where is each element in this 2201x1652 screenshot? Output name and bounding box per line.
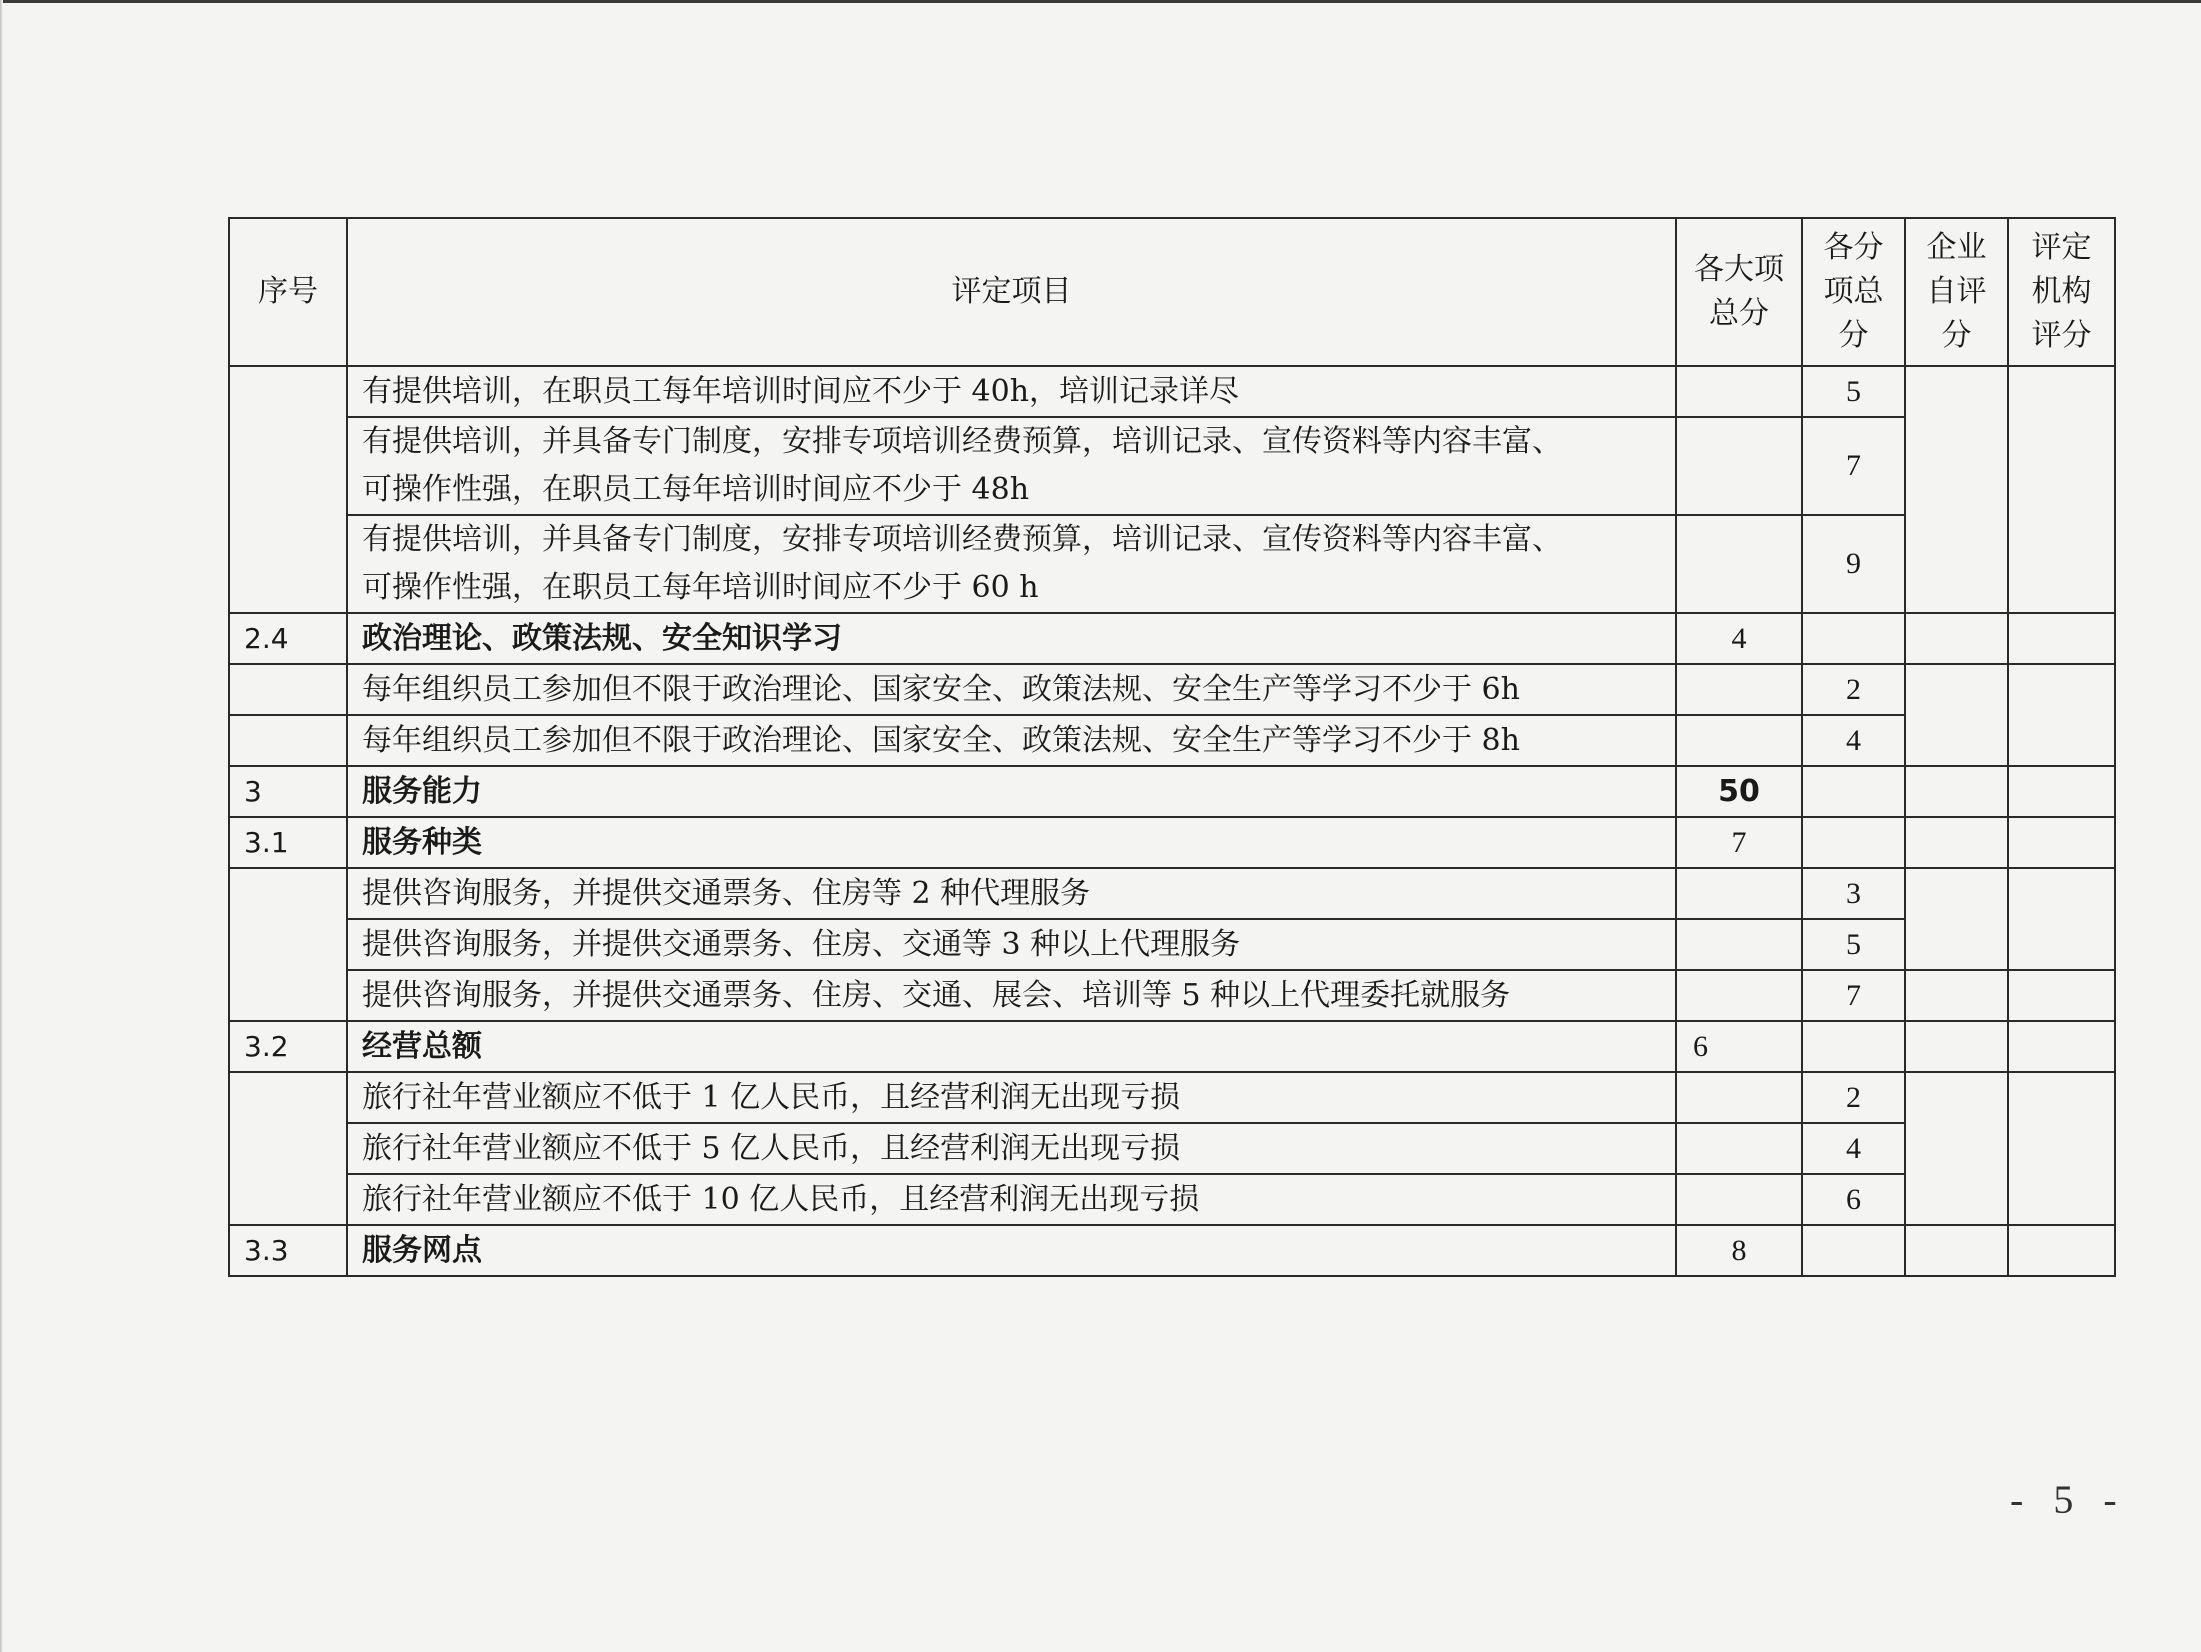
major-score-cell [1676,868,1802,919]
table-row [229,1225,2115,1276]
seq-cell [229,664,347,715]
header-self-score-line: 企业 [1926,230,1987,265]
item-cell: 提供咨询服务，并提供交通票务、住房、交通、展会、培训等 5 种以上代理委托就服务 [347,970,1676,1021]
header-sub-score-line: 项总 [1823,274,1884,309]
item-line: 可操作性强，在职员工每年培训时间应不少于 60 h [362,570,1039,605]
table-header-row [229,218,2115,366]
page-top-edge [0,0,2201,3]
item-cell [347,515,1676,613]
org-score-cell[interactable] [2008,664,2115,766]
seq-cell [229,868,347,1021]
seq-cell: 3 [229,766,347,817]
major-score-cell: 50 [1676,766,1802,817]
sub-score-cell: 5 [1802,919,1905,970]
sub-score-cell: 4 [1802,1123,1905,1174]
major-score-cell: 6 [1676,1021,1802,1072]
sub-score-cell: 9 [1802,515,1905,613]
page-left-edge [0,0,3,1652]
major-score-cell: 8 [1676,1225,1802,1276]
header-org-score-line: 评分 [2031,318,2092,353]
table-row [229,366,2115,417]
sub-score-cell: 2 [1802,1072,1905,1123]
org-score-cell[interactable] [2008,766,2115,817]
major-score-cell [1676,366,1802,417]
major-score-cell: 7 [1676,817,1802,868]
major-score-cell [1676,970,1802,1021]
seq-cell: 3.2 [229,1021,347,1072]
header-major-score-line: 总分 [1709,296,1769,331]
seq-cell: 3.3 [229,1225,347,1276]
major-score-cell [1676,664,1802,715]
seq-cell [229,1072,347,1225]
item-cell: 旅行社年营业额应不低于 1 亿人民币，且经营利润无出现亏损 [347,1072,1676,1123]
self-score-cell[interactable] [1905,613,2008,664]
item-cell: 政治理论、政策法规、安全知识学习 [347,613,1676,664]
sub-score-cell: 5 [1802,366,1905,417]
org-score-cell[interactable] [2008,1021,2115,1072]
item-cell: 旅行社年营业额应不低于 5 亿人民币，且经营利润无出现亏损 [347,1123,1676,1174]
header-major-score [1676,218,1802,366]
table-row [229,1072,2115,1123]
seq-cell [229,715,347,766]
item-line: 有提供培训，在职员工每年培训时间应不少于 40h，培训记录详尽 [362,373,1240,409]
item-cell: 经营总额 [347,1021,1676,1072]
table-row [229,664,2115,715]
table-row [229,1123,2115,1174]
org-score-cell[interactable] [2008,868,2115,970]
item-cell: 每年组织员工参加但不限于政治理论、国家安全、政策法规、安全生产等学习不少于 6h [347,664,1676,715]
header-org-score-line: 机构 [2031,274,2092,309]
header-sub-score [1802,218,1905,366]
header-seq: 序号 [229,218,347,366]
item-cell: 服务种类 [347,817,1676,868]
header-sub-score-line: 分 [1838,318,1869,353]
table-row [229,970,2115,1021]
major-score-cell [1676,919,1802,970]
table-row [229,417,2115,515]
seq-cell: 3.1 [229,817,347,868]
sub-score-cell: 3 [1802,868,1905,919]
sub-score-cell: 2 [1802,664,1905,715]
page-number: - 5 - [2010,1477,2127,1522]
org-score-cell[interactable] [2008,366,2115,613]
self-score-cell[interactable] [1905,664,2008,766]
table-row [229,817,2115,868]
table-row [229,715,2115,766]
major-score-cell [1676,1123,1802,1174]
header-self-score-line: 自评 [1926,274,1987,309]
sub-score-cell: 6 [1802,1174,1905,1225]
table-row [229,868,2115,919]
scoring-table [228,217,2116,1277]
self-score-cell[interactable] [1905,1021,2008,1072]
seq-cell: 2.4 [229,613,347,664]
self-score-cell[interactable] [1905,970,2008,1021]
sub-score-cell: 4 [1802,715,1905,766]
item-cell: 提供咨询服务，并提供交通票务、住房等 2 种代理服务 [347,868,1676,919]
header-major-score-line: 各大项 [1694,252,1784,287]
org-score-cell[interactable] [2008,817,2115,868]
header-sub-score-line: 各分 [1823,230,1884,265]
org-score-cell[interactable] [2008,1072,2115,1225]
table-row [229,1021,2115,1072]
org-score-cell[interactable] [2008,970,2115,1021]
seq-cell [229,366,347,613]
table-row [229,613,2115,664]
item-cell: 提供咨询服务，并提供交通票务、住房、交通等 3 种以上代理服务 [347,919,1676,970]
item-cell [347,417,1676,515]
header-self-score-line: 分 [1941,318,1972,353]
item-line: 可操作性强，在职员工每年培训时间应不少于 48h [362,472,1030,507]
table-row [229,766,2115,817]
table-row [229,919,2115,970]
header-item: 评定项目 [347,218,1676,366]
sub-score-cell [1802,766,1905,817]
item-cell [347,366,1676,417]
table-row [229,1174,2115,1225]
header-self-score [1905,218,2008,366]
item-cell: 服务能力 [347,766,1676,817]
self-score-cell[interactable] [1905,817,2008,868]
org-score-cell[interactable] [2008,613,2115,664]
item-cell: 旅行社年营业额应不低于 10 亿人民币，且经营利润无出现亏损 [347,1174,1676,1225]
item-line: 有提供培训，并具备专门制度，安排专项培训经费预算，培训记录、宣传资料等内容丰富、 [362,522,1562,557]
self-score-cell[interactable] [1905,1225,2008,1276]
org-score-cell[interactable] [2008,1225,2115,1276]
sub-score-cell [1802,817,1905,868]
item-cell: 服务网点 [347,1225,1676,1276]
self-score-cell[interactable] [1905,868,2008,970]
header-org-score [2008,218,2115,366]
sub-score-cell [1802,613,1905,664]
self-score-cell[interactable] [1905,766,2008,817]
item-line: 有提供培训，并具备专门制度，安排专项培训经费预算，培训记录、宣传资料等内容丰富、 [362,424,1562,459]
major-score-cell [1676,715,1802,766]
major-score-cell [1676,515,1802,613]
self-score-cell[interactable] [1905,1072,2008,1225]
self-score-cell[interactable] [1905,366,2008,613]
item-cell: 每年组织员工参加但不限于政治理论、国家安全、政策法规、安全生产等学习不少于 8h [347,715,1676,766]
major-score-cell [1676,417,1802,515]
table-row [229,515,2115,613]
major-score-cell [1676,1072,1802,1123]
major-score-cell: 4 [1676,613,1802,664]
sub-score-cell [1802,1021,1905,1072]
sub-score-cell: 7 [1802,417,1905,515]
major-score-cell [1676,1174,1802,1225]
header-org-score-line: 评定 [2031,230,2092,265]
sub-score-cell [1802,1225,1905,1276]
sub-score-cell: 7 [1802,970,1905,1021]
